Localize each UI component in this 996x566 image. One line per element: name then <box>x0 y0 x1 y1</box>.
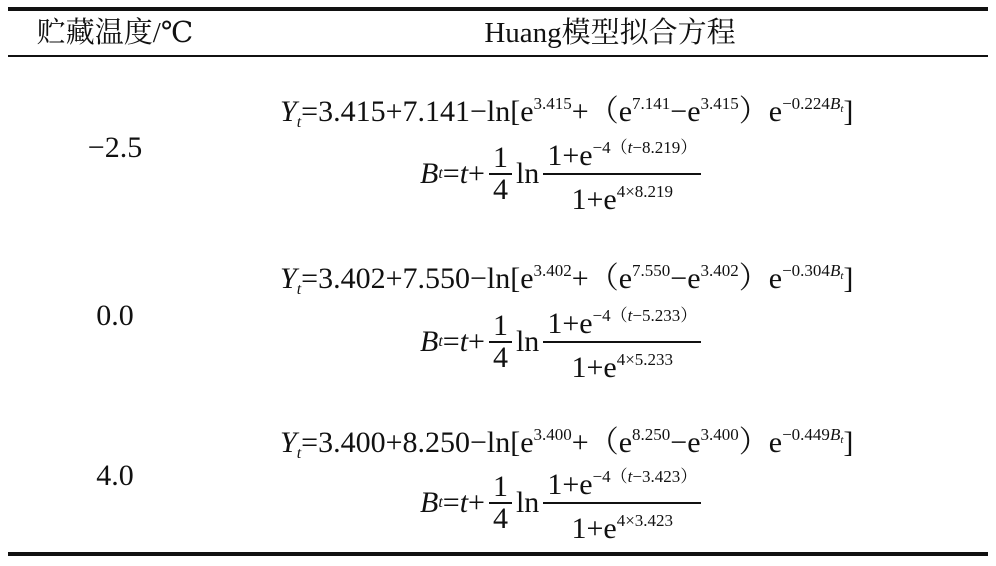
row-1-y-equation: $Y_t=3.415+7.141-\ln[e^{3.415}+(e^{7.141}-e^{3.415})e^{-0.224Bt}]$ <box>280 94 854 131</box>
fraction-main: $\frac{1+e^{-4(t-5.233)}}{1+e^{4\times 5.233}}$ <box>543 299 701 385</box>
row-1-b-equation: B t = t + $\frac{1}{4}$ ln $\frac{1+e^{-4(t-8.219)}}{1+e^{4\times 8.219}}$ <box>420 134 705 214</box>
fraction-quarter: $\frac{1}{4}$ <box>489 311 512 373</box>
header-temperature: 贮藏温度/℃ <box>36 17 194 49</box>
row-3-y-equation: $Y_t=3.400+8.250-\ln[e^{3.400}+(e^{8.250}-e^{3.400})e^{-0.449Bt}]$ <box>280 425 854 462</box>
row-3-b-equation: B t = t + $\frac{1}{4}$ ln $\frac{1+e^{-4(t-3.423)}}{1+e^{4\times 3.423}}$ <box>420 463 705 543</box>
fraction-quarter: $\frac{1}{4}$ <box>489 143 512 205</box>
fraction-main: $\frac{1+e^{-4(t-3.423)}}{1+e^{4\times 3.423}}$ <box>543 460 701 546</box>
fraction-quarter: $\frac{1}{4}$ <box>489 472 512 534</box>
table-top-rule <box>8 7 988 11</box>
row-3-temperature: 4.0 <box>96 459 134 492</box>
fraction-main: $\frac{1+e^{-4(t-8.219)}}{1+e^{4\times 8.219}}$ <box>543 131 701 217</box>
row-1-temperature: −2.5 <box>87 131 143 164</box>
table-bottom-rule <box>8 552 988 556</box>
header-equation: Huang模型拟合方程 <box>484 17 736 49</box>
row-2-b-equation: B t = t + $\frac{1}{4}$ ln $\frac{1+e^{-4(t-5.233)}}{1+e^{4\times 5.233}}$ <box>420 302 705 382</box>
row-2-y-equation: $Y_t=3.402+7.550-\ln[e^{3.402}+(e^{7.550}-e^{3.402})e^{-0.304Bt}]$ <box>280 261 854 298</box>
row-2-temperature: 0.0 <box>96 299 134 332</box>
table-header-rule <box>8 55 988 57</box>
